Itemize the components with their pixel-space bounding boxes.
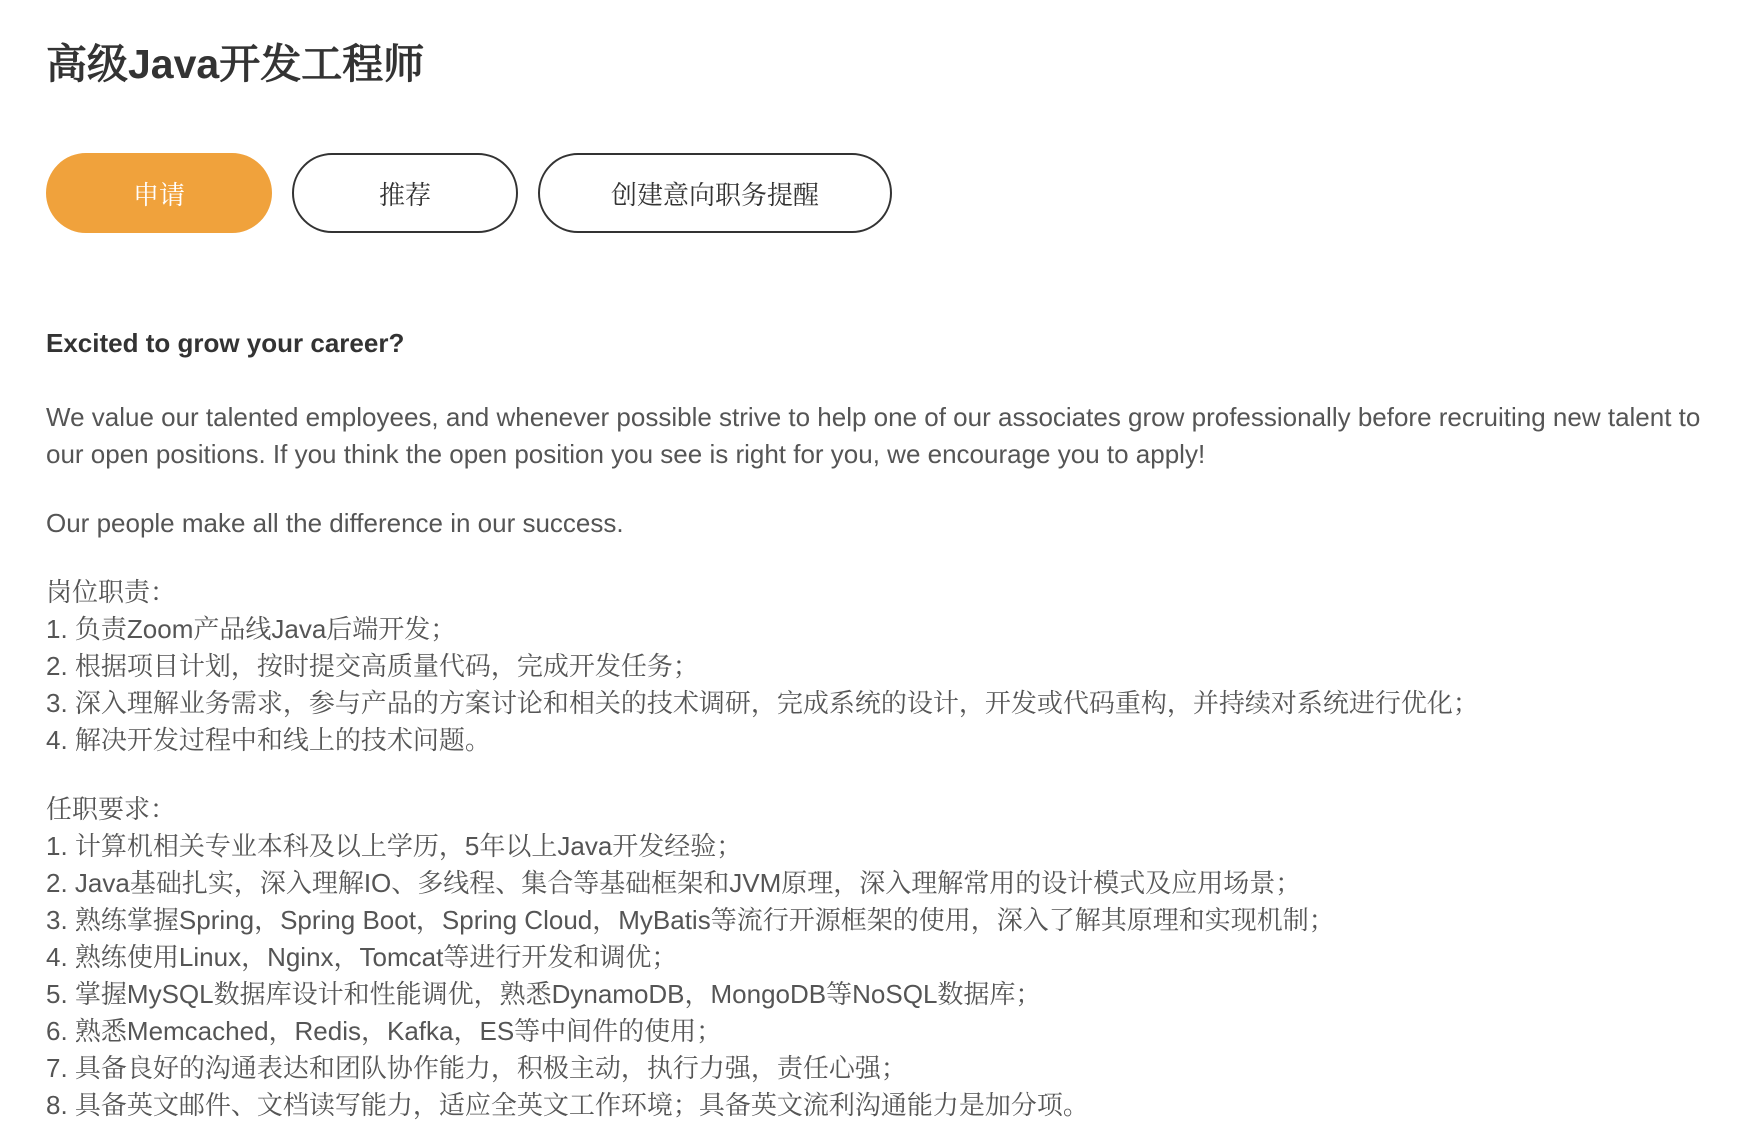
list-item: 6. 熟悉Memcached，Redis，Kafka，ES等中间件的使用； [46, 1016, 723, 1046]
requirements-label: 任职要求： [46, 794, 177, 824]
refer-button[interactable]: 推荐 [292, 153, 518, 233]
list-item: 1. 计算机相关专业本科及以上学历，5年以上Java开发经验； [46, 831, 743, 861]
job-title: 高级Java开发工程师 [46, 41, 425, 87]
description-heading: Excited to grow your career? [46, 328, 405, 358]
people-paragraph: Our people make all the difference in our success. [46, 508, 624, 538]
list-item: 4. 解决开发过程中和线上的技术问题。 [46, 725, 491, 755]
list-item: 5. 掌握MySQL数据库设计和性能调优，熟悉DynamoDB，MongoDB等NoSQL数据库； [46, 979, 1042, 1009]
intro-paragraph: We value our talented employees, and whenever possible strive to help one of our associates grow professionally before recruiting new talent to our open positions. If you think the open position you see is right for you, we encourage you to apply! [46, 402, 1701, 469]
list-item: 1. 负责Zoom产品线Java后端开发； [46, 614, 457, 644]
list-item: 8. 具备英文邮件、文档读写能力，适应全英文工作环境；具备英文流利沟通能力是加分项。 [46, 1090, 1089, 1120]
list-item: 7. 具备良好的沟通表达和团队协作能力，积极主动，执行力强，责任心强； [46, 1053, 907, 1083]
create-job-alert-button[interactable]: 创建意向职务提醒 [538, 153, 892, 233]
apply-button[interactable]: 申请 [46, 153, 272, 233]
responsibilities-label: 岗位职责： [46, 577, 177, 607]
list-item: 2. Java基础扎实，深入理解IO、多线程、集合等基础框架和JVM原理，深入理解常用的设计模式及应用场景； [46, 868, 1302, 898]
responsibilities-list [46, 611, 1718, 759]
requirements-list [46, 828, 1718, 1124]
list-item: 2. 根据项目计划，按时提交高质量代码，完成开发任务； [46, 651, 699, 681]
list-item: 3. 深入理解业务需求，参与产品的方案讨论和相关的技术调研，完成系统的设计，开发或代码重构，并持续对系统进行优化； [46, 688, 1479, 718]
list-item: 4. 熟练使用Linux，Nginx，Tomcat等进行开发和调优； [46, 942, 678, 972]
list-item: 3. 熟练掌握Spring，Spring Boot，Spring Cloud，MyBatis等流行开源框架的使用，深入了解其原理和实现机制； [46, 905, 1335, 935]
action-buttons [46, 153, 1718, 233]
job-description [46, 325, 1718, 1124]
